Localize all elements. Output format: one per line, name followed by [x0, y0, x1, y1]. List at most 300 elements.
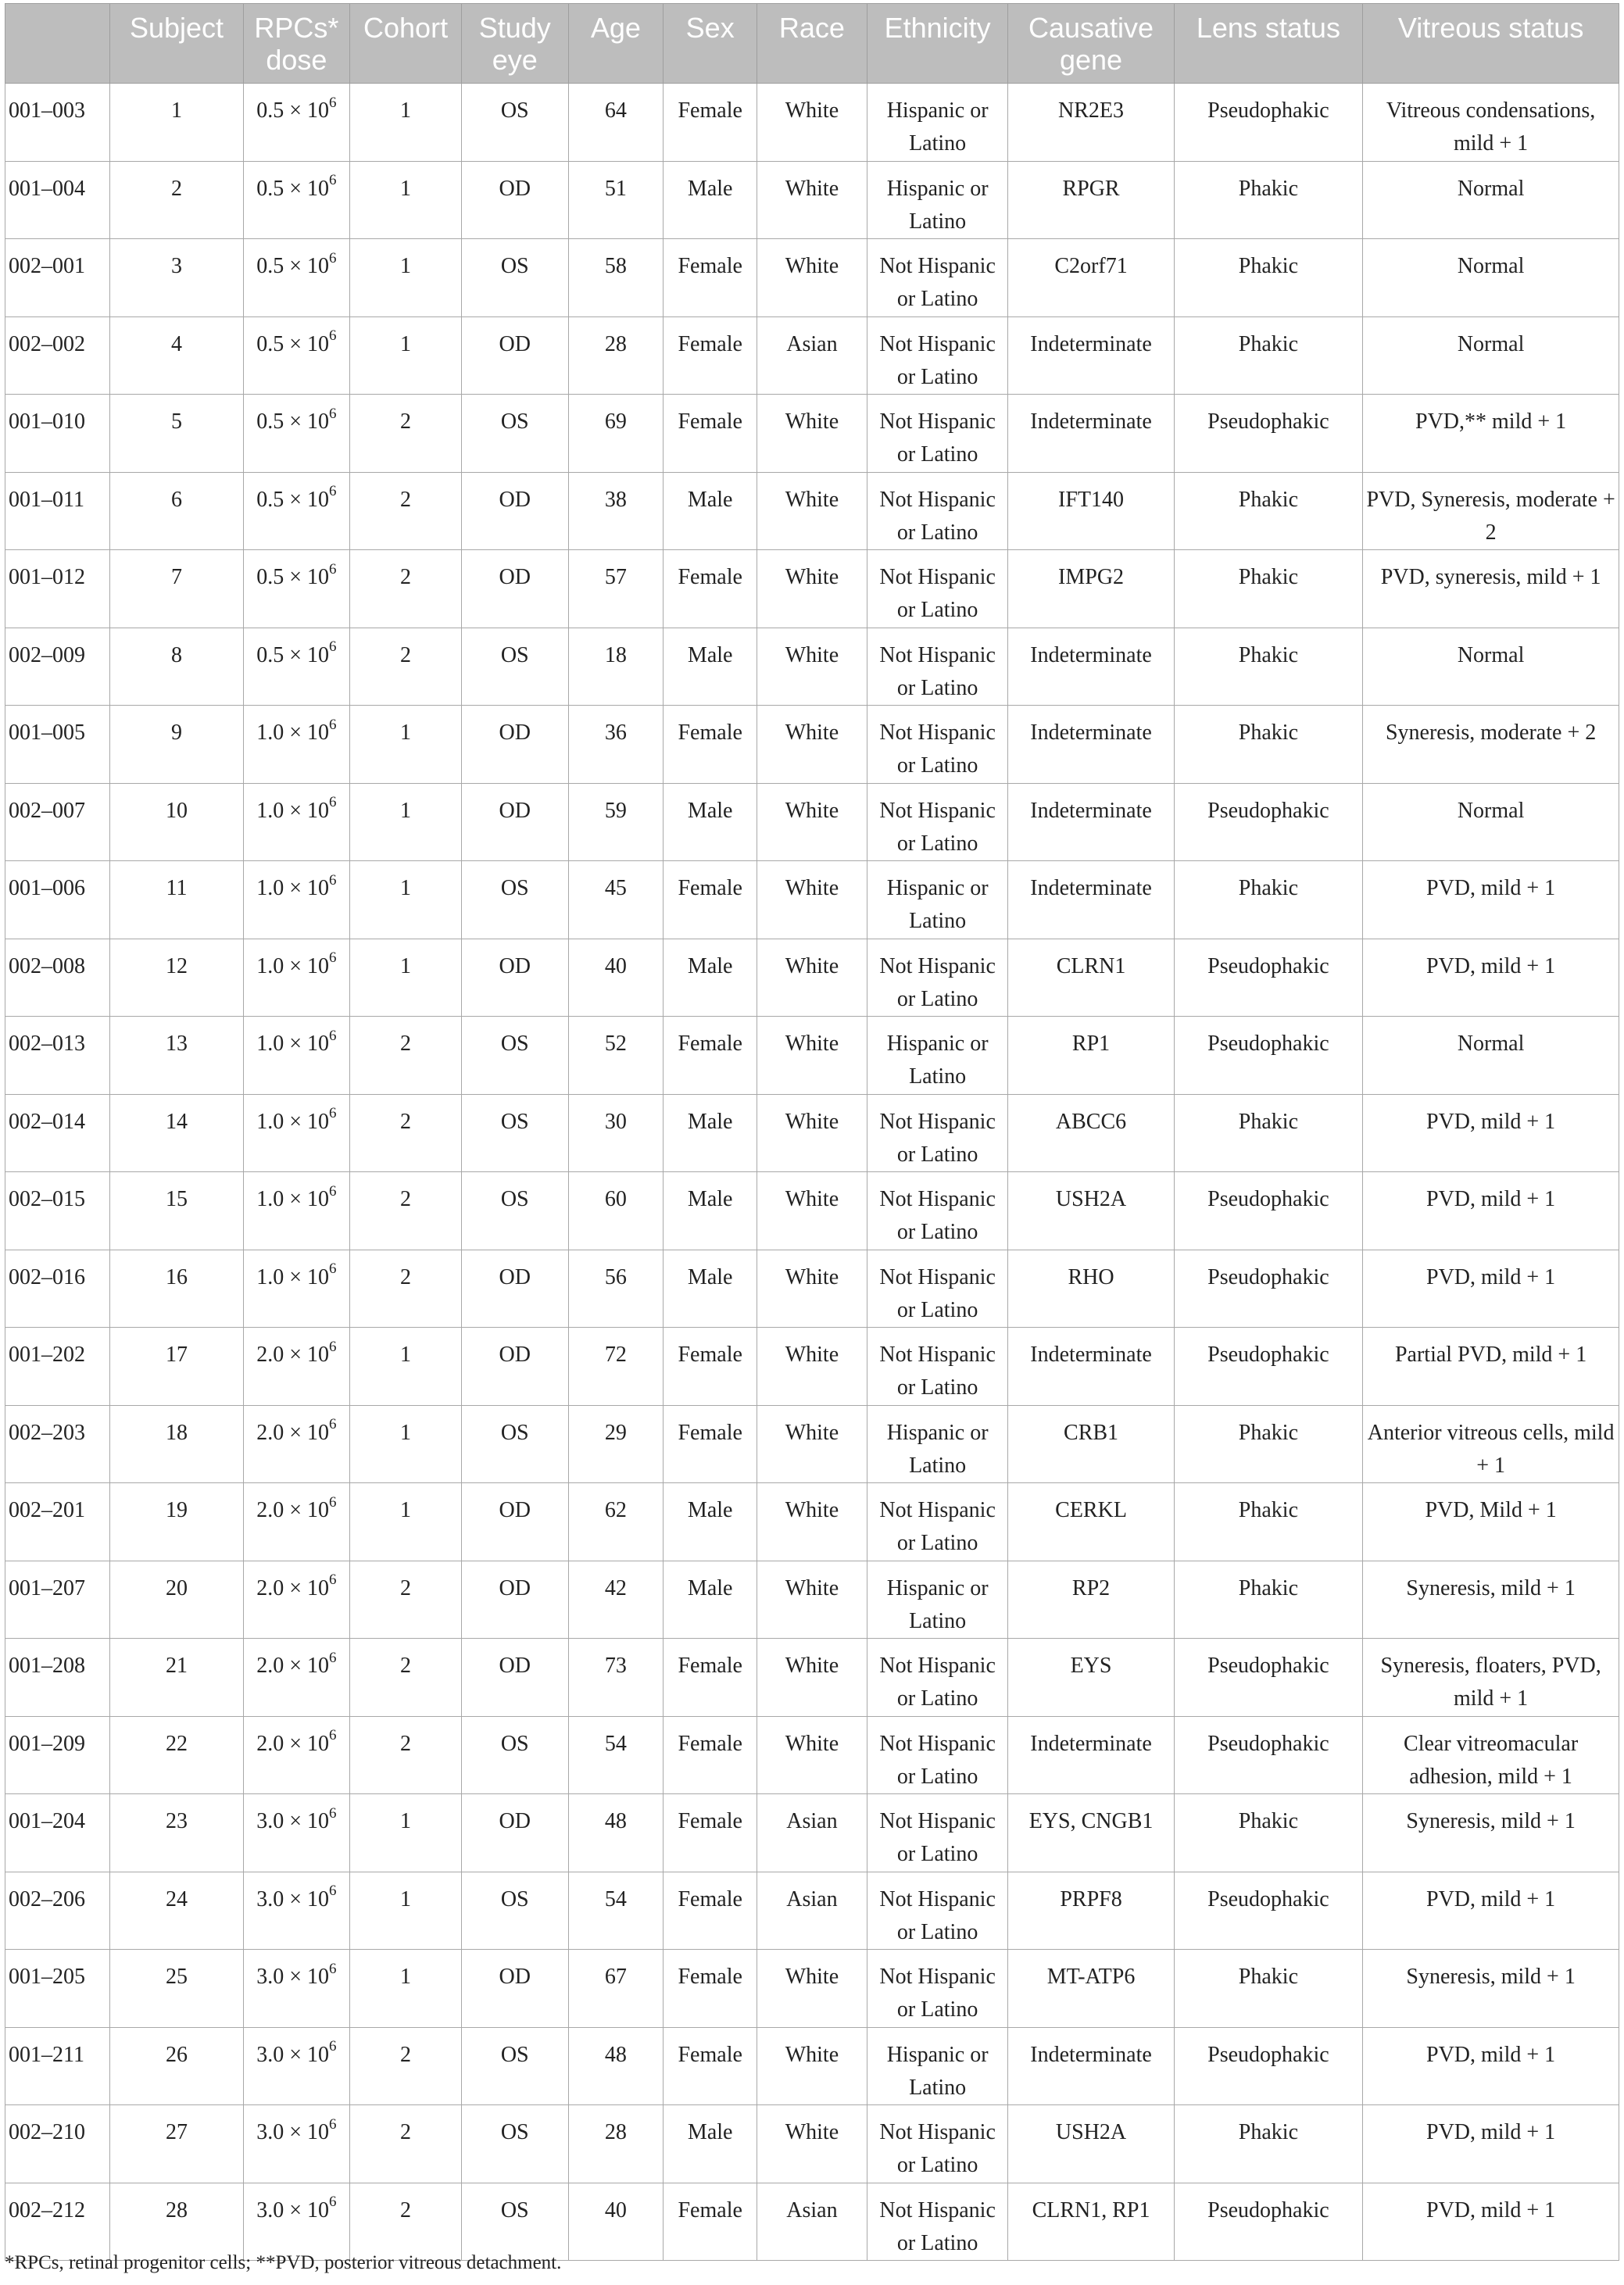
cell-vitreous-status: Partial PVD, mild + 1 [1363, 1328, 1619, 1406]
cell-study-eye: OD [461, 316, 568, 395]
cell-sex: Female [664, 1639, 757, 1717]
cell-vitreous-status: Syneresis, mild + 1 [1363, 1794, 1619, 1872]
dose-base: 3.0 × 10 [256, 1809, 329, 1833]
cell-study-eye: OD [461, 550, 568, 628]
cell-rpcs-dose [243, 1950, 350, 2028]
cell-lens-status: Pseudophakic [1174, 1172, 1363, 1250]
cell-study-eye: OS [461, 1716, 568, 1794]
cell-ethnicity: Not Hispanic or Latino [867, 1639, 1008, 1717]
dose-base: 0.5 × 10 [256, 331, 329, 356]
cell-sex: Female [664, 1716, 757, 1794]
dose-exponent: 6 [329, 2194, 337, 2211]
dose-exponent: 6 [329, 1572, 337, 1589]
dose-exponent: 6 [329, 94, 337, 111]
cell-sex: Male [664, 161, 757, 239]
header-subject: Subject [110, 4, 243, 84]
cell-subject-number: 10 [110, 783, 243, 861]
cell-cohort: 2 [350, 2105, 462, 2183]
dose-base: 0.5 × 10 [256, 487, 329, 512]
cell-vitreous-status: PVD, Mild + 1 [1363, 1483, 1619, 1561]
dose-base: 1.0 × 10 [256, 1032, 329, 1056]
cell-vitreous-status: Normal [1363, 783, 1619, 861]
dose-base: 2.0 × 10 [256, 1575, 329, 1600]
cell-lens-status: Phakic [1174, 1405, 1363, 1483]
cell-lens-status: Pseudophakic [1174, 84, 1363, 162]
dose-exponent: 6 [329, 327, 337, 345]
cell-causative-gene: Indeterminate [1008, 706, 1174, 784]
cell-vitreous-status: Syneresis, mild + 1 [1363, 1561, 1619, 1639]
dose-base: 3.0 × 10 [256, 1886, 329, 1911]
table-row [5, 783, 1619, 861]
cell-rpcs-dose [243, 1172, 350, 1250]
cell-cohort: 1 [350, 1950, 462, 2028]
cell-subject-number: 16 [110, 1250, 243, 1328]
dose-exponent: 6 [329, 871, 337, 889]
cell-race: White [757, 939, 867, 1017]
cell-subject-number: 4 [110, 316, 243, 395]
table-row [5, 2027, 1619, 2105]
cell-age: 58 [568, 239, 664, 317]
dose-exponent: 6 [329, 483, 337, 500]
cell-study-eye: OD [461, 1328, 568, 1406]
table-footnote: *RPCs, retinal progenitor cells; **PVD, posterior vitreous detachment. [5, 2252, 562, 2273]
cell-vitreous-status: PVD, mild + 1 [1363, 861, 1619, 939]
header-row [5, 4, 1619, 84]
cell-race: White [757, 239, 867, 317]
cell-rpcs-dose [243, 1561, 350, 1639]
table-row [5, 1094, 1619, 1172]
cell-race: White [757, 1172, 867, 1250]
cell-subject-number: 28 [110, 2183, 243, 2261]
cell-race: White [757, 1561, 867, 1639]
cell-site-id: 002–203 [5, 1405, 110, 1483]
cell-study-eye: OS [461, 861, 568, 939]
cell-site-id: 001–202 [5, 1328, 110, 1406]
cell-site-id: 001–211 [5, 2027, 110, 2105]
cell-lens-status: Pseudophakic [1174, 783, 1363, 861]
cell-study-eye: OS [461, 239, 568, 317]
cell-causative-gene: PRPF8 [1008, 1872, 1174, 1950]
table-row [5, 1405, 1619, 1483]
dose-base: 0.5 × 10 [256, 409, 329, 434]
cell-vitreous-status: PVD, mild + 1 [1363, 1872, 1619, 1950]
cell-subject-number: 20 [110, 1561, 243, 1639]
dose-base: 1.0 × 10 [256, 1109, 329, 1134]
cell-causative-gene: USH2A [1008, 2105, 1174, 2183]
cell-cohort: 2 [350, 1639, 462, 1717]
cell-cohort: 1 [350, 939, 462, 1017]
cell-ethnicity: Not Hispanic or Latino [867, 2183, 1008, 2261]
cell-race: White [757, 2027, 867, 2105]
cell-ethnicity: Hispanic or Latino [867, 1561, 1008, 1639]
cell-lens-status: Pseudophakic [1174, 2027, 1363, 2105]
cell-causative-gene: ABCC6 [1008, 1094, 1174, 1172]
dose-base: 1.0 × 10 [256, 876, 329, 900]
dose-exponent: 6 [329, 716, 337, 733]
cell-causative-gene: Indeterminate [1008, 861, 1174, 939]
table-row [5, 1250, 1619, 1328]
cell-ethnicity: Hispanic or Latino [867, 161, 1008, 239]
cell-age: 54 [568, 1716, 664, 1794]
dose-exponent: 6 [329, 1649, 337, 1666]
cell-rpcs-dose [243, 2183, 350, 2261]
cell-rpcs-dose [243, 628, 350, 706]
cell-ethnicity: Not Hispanic or Latino [867, 395, 1008, 473]
cell-cohort: 2 [350, 2183, 462, 2261]
dose-exponent: 6 [329, 1182, 337, 1200]
dose-base: 1.0 × 10 [256, 953, 329, 978]
cell-ethnicity: Hispanic or Latino [867, 84, 1008, 162]
cell-vitreous-status: PVD, Syneresis, moderate + 2 [1363, 472, 1619, 550]
cell-ethnicity: Not Hispanic or Latino [867, 1250, 1008, 1328]
cell-subject-number: 24 [110, 1872, 243, 1950]
cell-lens-status: Phakic [1174, 1794, 1363, 1872]
cell-study-eye: OD [461, 1483, 568, 1561]
cell-sex: Female [664, 1794, 757, 1872]
cell-study-eye: OD [461, 939, 568, 1017]
cell-race: White [757, 1094, 867, 1172]
cell-site-id: 002–206 [5, 1872, 110, 1950]
dose-exponent: 6 [329, 1105, 337, 1122]
cell-cohort: 2 [350, 1561, 462, 1639]
cell-study-eye: OD [461, 783, 568, 861]
cell-sex: Female [664, 2027, 757, 2105]
cell-subject-number: 7 [110, 550, 243, 628]
table-row [5, 1328, 1619, 1406]
cell-rpcs-dose [243, 2105, 350, 2183]
table-row [5, 1483, 1619, 1561]
header-study-eye: Study eye [461, 4, 568, 84]
cell-causative-gene: IMPG2 [1008, 550, 1174, 628]
cell-vitreous-status: PVD, mild + 1 [1363, 2183, 1619, 2261]
cell-lens-status: Phakic [1174, 628, 1363, 706]
dose-exponent: 6 [329, 949, 337, 967]
cell-vitreous-status: Normal [1363, 161, 1619, 239]
table-row [5, 861, 1619, 939]
cell-study-eye: OS [461, 628, 568, 706]
cell-causative-gene: Indeterminate [1008, 1716, 1174, 1794]
cell-age: 52 [568, 1017, 664, 1095]
cell-causative-gene: EYS [1008, 1639, 1174, 1717]
dose-exponent: 6 [329, 1261, 337, 1278]
cell-lens-status: Pseudophakic [1174, 1017, 1363, 1095]
cell-ethnicity: Not Hispanic or Latino [867, 1872, 1008, 1950]
cell-ethnicity: Not Hispanic or Latino [867, 1794, 1008, 1872]
cell-study-eye: OS [461, 395, 568, 473]
cell-sex: Female [664, 239, 757, 317]
cell-study-eye: OS [461, 2105, 568, 2183]
cell-causative-gene: RP2 [1008, 1561, 1174, 1639]
table-row [5, 1561, 1619, 1639]
dose-base: 3.0 × 10 [256, 2197, 329, 2222]
cell-subject-number: 13 [110, 1017, 243, 1095]
cell-age: 57 [568, 550, 664, 628]
dose-base: 2.0 × 10 [256, 1498, 329, 1522]
cell-site-id: 001–011 [5, 472, 110, 550]
cell-causative-gene: MT-ATP6 [1008, 1950, 1174, 2028]
cell-age: 28 [568, 316, 664, 395]
table-row [5, 161, 1619, 239]
cell-age: 36 [568, 706, 664, 784]
cell-rpcs-dose [243, 1639, 350, 1717]
cell-lens-status: Phakic [1174, 1483, 1363, 1561]
cell-cohort: 2 [350, 1250, 462, 1328]
cell-cohort: 2 [350, 2027, 462, 2105]
cell-age: 59 [568, 783, 664, 861]
table-row [5, 1950, 1619, 2028]
cell-vitreous-status: PVD, mild + 1 [1363, 939, 1619, 1017]
cell-lens-status: Pseudophakic [1174, 2183, 1363, 2261]
cell-cohort: 2 [350, 472, 462, 550]
cell-site-id: 001–207 [5, 1561, 110, 1639]
cell-subject-number: 3 [110, 239, 243, 317]
cell-study-eye: OD [461, 1639, 568, 1717]
cell-subject-number: 27 [110, 2105, 243, 2183]
cell-subject-number: 15 [110, 1172, 243, 1250]
cell-ethnicity: Not Hispanic or Latino [867, 239, 1008, 317]
cell-causative-gene: CLRN1 [1008, 939, 1174, 1017]
cell-sex: Female [664, 316, 757, 395]
cell-race: White [757, 161, 867, 239]
cell-site-id: 002–210 [5, 2105, 110, 2183]
cell-vitreous-status: Syneresis, mild + 1 [1363, 1950, 1619, 2028]
cell-ethnicity: Not Hispanic or Latino [867, 1483, 1008, 1561]
cell-site-id: 001–006 [5, 861, 110, 939]
table-row [5, 1872, 1619, 1950]
cell-subject-number: 22 [110, 1716, 243, 1794]
cell-lens-status: Pseudophakic [1174, 1328, 1363, 1406]
cell-causative-gene: EYS, CNGB1 [1008, 1794, 1174, 1872]
cell-vitreous-status: PVD, mild + 1 [1363, 2105, 1619, 2183]
cell-lens-status: Phakic [1174, 239, 1363, 317]
table-row [5, 316, 1619, 395]
cell-cohort: 2 [350, 1094, 462, 1172]
cell-race: White [757, 1483, 867, 1561]
cell-study-eye: OS [461, 2183, 568, 2261]
cell-causative-gene: Indeterminate [1008, 2027, 1174, 2105]
cell-cohort: 1 [350, 783, 462, 861]
dose-base: 0.5 × 10 [256, 98, 329, 123]
cell-age: 30 [568, 1094, 664, 1172]
dose-exponent: 6 [329, 1493, 337, 1511]
cell-rpcs-dose [243, 1250, 350, 1328]
cell-ethnicity: Not Hispanic or Latino [867, 1328, 1008, 1406]
cell-ethnicity: Not Hispanic or Latino [867, 1172, 1008, 1250]
cell-race: White [757, 395, 867, 473]
dose-exponent: 6 [329, 560, 337, 578]
cell-lens-status: Pseudophakic [1174, 1250, 1363, 1328]
cell-subject-number: 19 [110, 1483, 243, 1561]
cell-race: Asian [757, 316, 867, 395]
cell-vitreous-status: PVD,** mild + 1 [1363, 395, 1619, 473]
cell-subject-number: 8 [110, 628, 243, 706]
cell-causative-gene: Indeterminate [1008, 783, 1174, 861]
table-row [5, 472, 1619, 550]
cell-cohort: 2 [350, 550, 462, 628]
cell-site-id: 001–003 [5, 84, 110, 162]
cell-sex: Male [664, 783, 757, 861]
dose-base: 1.0 × 10 [256, 1187, 329, 1211]
cell-study-eye: OD [461, 706, 568, 784]
dose-exponent: 6 [329, 1727, 337, 1744]
cell-subject-number: 21 [110, 1639, 243, 1717]
cell-race: White [757, 550, 867, 628]
cell-rpcs-dose [243, 939, 350, 1017]
cell-site-id: 002–016 [5, 1250, 110, 1328]
cell-sex: Female [664, 1405, 757, 1483]
cell-ethnicity: Not Hispanic or Latino [867, 706, 1008, 784]
cell-ethnicity: Not Hispanic or Latino [867, 550, 1008, 628]
cell-study-eye: OS [461, 1017, 568, 1095]
subject-table [5, 3, 1619, 2261]
dose-base: 3.0 × 10 [256, 2120, 329, 2144]
cell-site-id: 001–012 [5, 550, 110, 628]
cell-vitreous-status: Clear vitreomacular adhesion, mild + 1 [1363, 1716, 1619, 1794]
cell-cohort: 1 [350, 161, 462, 239]
cell-rpcs-dose [243, 1017, 350, 1095]
dose-exponent: 6 [329, 1416, 337, 1433]
table-row [5, 84, 1619, 162]
cell-ethnicity: Hispanic or Latino [867, 1017, 1008, 1095]
cell-causative-gene: Indeterminate [1008, 628, 1174, 706]
dose-exponent: 6 [329, 249, 337, 266]
dose-exponent: 6 [329, 1960, 337, 1977]
table-row [5, 706, 1619, 784]
table-row [5, 1172, 1619, 1250]
dose-exponent: 6 [329, 1883, 337, 1900]
cell-race: White [757, 1405, 867, 1483]
dose-base: 2.0 × 10 [256, 1654, 329, 1678]
cell-sex: Male [664, 939, 757, 1017]
table-row [5, 550, 1619, 628]
table-row [5, 1794, 1619, 1872]
cell-study-eye: OS [461, 1172, 568, 1250]
cell-age: 45 [568, 861, 664, 939]
cell-subject-number: 5 [110, 395, 243, 473]
dose-exponent: 6 [329, 1338, 337, 1355]
cell-site-id: 001–204 [5, 1794, 110, 1872]
cell-lens-status: Phakic [1174, 1094, 1363, 1172]
cell-sex: Female [664, 2183, 757, 2261]
cell-race: White [757, 472, 867, 550]
cell-age: 40 [568, 2183, 664, 2261]
dose-base: 1.0 × 10 [256, 721, 329, 745]
cell-ethnicity: Not Hispanic or Latino [867, 628, 1008, 706]
cell-causative-gene: Indeterminate [1008, 316, 1174, 395]
cell-age: 28 [568, 2105, 664, 2183]
cell-subject-number: 23 [110, 1794, 243, 1872]
cell-lens-status: Phakic [1174, 706, 1363, 784]
cell-study-eye: OD [461, 1561, 568, 1639]
header-cohort: Cohort [350, 4, 462, 84]
cell-lens-status: Phakic [1174, 1950, 1363, 2028]
cell-subject-number: 9 [110, 706, 243, 784]
cell-site-id: 002–009 [5, 628, 110, 706]
cell-age: 48 [568, 1794, 664, 1872]
cell-ethnicity: Not Hispanic or Latino [867, 472, 1008, 550]
cell-site-id: 002–201 [5, 1483, 110, 1561]
cell-study-eye: OD [461, 472, 568, 550]
cell-causative-gene: C2orf71 [1008, 239, 1174, 317]
cell-causative-gene: RP1 [1008, 1017, 1174, 1095]
header-race: Race [757, 4, 867, 84]
cell-site-id: 001–205 [5, 1950, 110, 2028]
cell-site-id: 002–001 [5, 239, 110, 317]
cell-sex: Male [664, 1094, 757, 1172]
cell-site-id: 001–010 [5, 395, 110, 473]
cell-subject-number: 2 [110, 161, 243, 239]
cell-lens-status: Phakic [1174, 161, 1363, 239]
cell-lens-status: Phakic [1174, 1561, 1363, 1639]
header-sex: Sex [664, 4, 757, 84]
cell-site-id: 001–209 [5, 1716, 110, 1794]
cell-sex: Female [664, 1017, 757, 1095]
dose-exponent: 6 [329, 2038, 337, 2055]
dose-base: 0.5 × 10 [256, 565, 329, 589]
cell-rpcs-dose [243, 1794, 350, 1872]
cell-vitreous-status: Syneresis, floaters, PVD, mild + 1 [1363, 1639, 1619, 1717]
dose-base: 1.0 × 10 [256, 1264, 329, 1289]
cell-causative-gene: CRB1 [1008, 1405, 1174, 1483]
cell-rpcs-dose [243, 472, 350, 550]
cell-rpcs-dose [243, 161, 350, 239]
cell-causative-gene: NR2E3 [1008, 84, 1174, 162]
table-row [5, 1716, 1619, 1794]
table-row [5, 628, 1619, 706]
cell-age: 54 [568, 1872, 664, 1950]
cell-rpcs-dose [243, 395, 350, 473]
cell-age: 64 [568, 84, 664, 162]
cell-race: White [757, 783, 867, 861]
cell-race: White [757, 1639, 867, 1717]
header-site [5, 4, 110, 84]
cell-study-eye: OD [461, 1250, 568, 1328]
cell-age: 67 [568, 1950, 664, 2028]
cell-vitreous-status: Normal [1363, 239, 1619, 317]
cell-sex: Male [664, 1172, 757, 1250]
cell-rpcs-dose [243, 2027, 350, 2105]
dose-exponent: 6 [329, 2115, 337, 2133]
cell-vitreous-status: Anterior vitreous cells, mild + 1 [1363, 1405, 1619, 1483]
cell-ethnicity: Not Hispanic or Latino [867, 2105, 1008, 2183]
dose-base: 2.0 × 10 [256, 1420, 329, 1445]
cell-lens-status: Pseudophakic [1174, 1716, 1363, 1794]
cell-subject-number: 17 [110, 1328, 243, 1406]
cell-cohort: 1 [350, 239, 462, 317]
cell-sex: Male [664, 472, 757, 550]
cell-race: Asian [757, 1872, 867, 1950]
cell-subject-number: 12 [110, 939, 243, 1017]
header-vitreous-status: Vitreous status [1363, 4, 1619, 84]
cell-rpcs-dose [243, 1716, 350, 1794]
cell-subject-number: 14 [110, 1094, 243, 1172]
cell-lens-status: Phakic [1174, 2105, 1363, 2183]
cell-rpcs-dose [243, 1328, 350, 1406]
cell-sex: Male [664, 1561, 757, 1639]
cell-race: White [757, 1950, 867, 2028]
header-age: Age [568, 4, 664, 84]
cell-age: 29 [568, 1405, 664, 1483]
cell-subject-number: 1 [110, 84, 243, 162]
table-row [5, 395, 1619, 473]
cell-rpcs-dose [243, 1094, 350, 1172]
cell-study-eye: OS [461, 1405, 568, 1483]
dose-exponent: 6 [329, 405, 337, 422]
cell-rpcs-dose [243, 1405, 350, 1483]
cell-ethnicity: Not Hispanic or Latino [867, 783, 1008, 861]
cell-sex: Female [664, 1872, 757, 1950]
dose-base: 2.0 × 10 [256, 1731, 329, 1756]
